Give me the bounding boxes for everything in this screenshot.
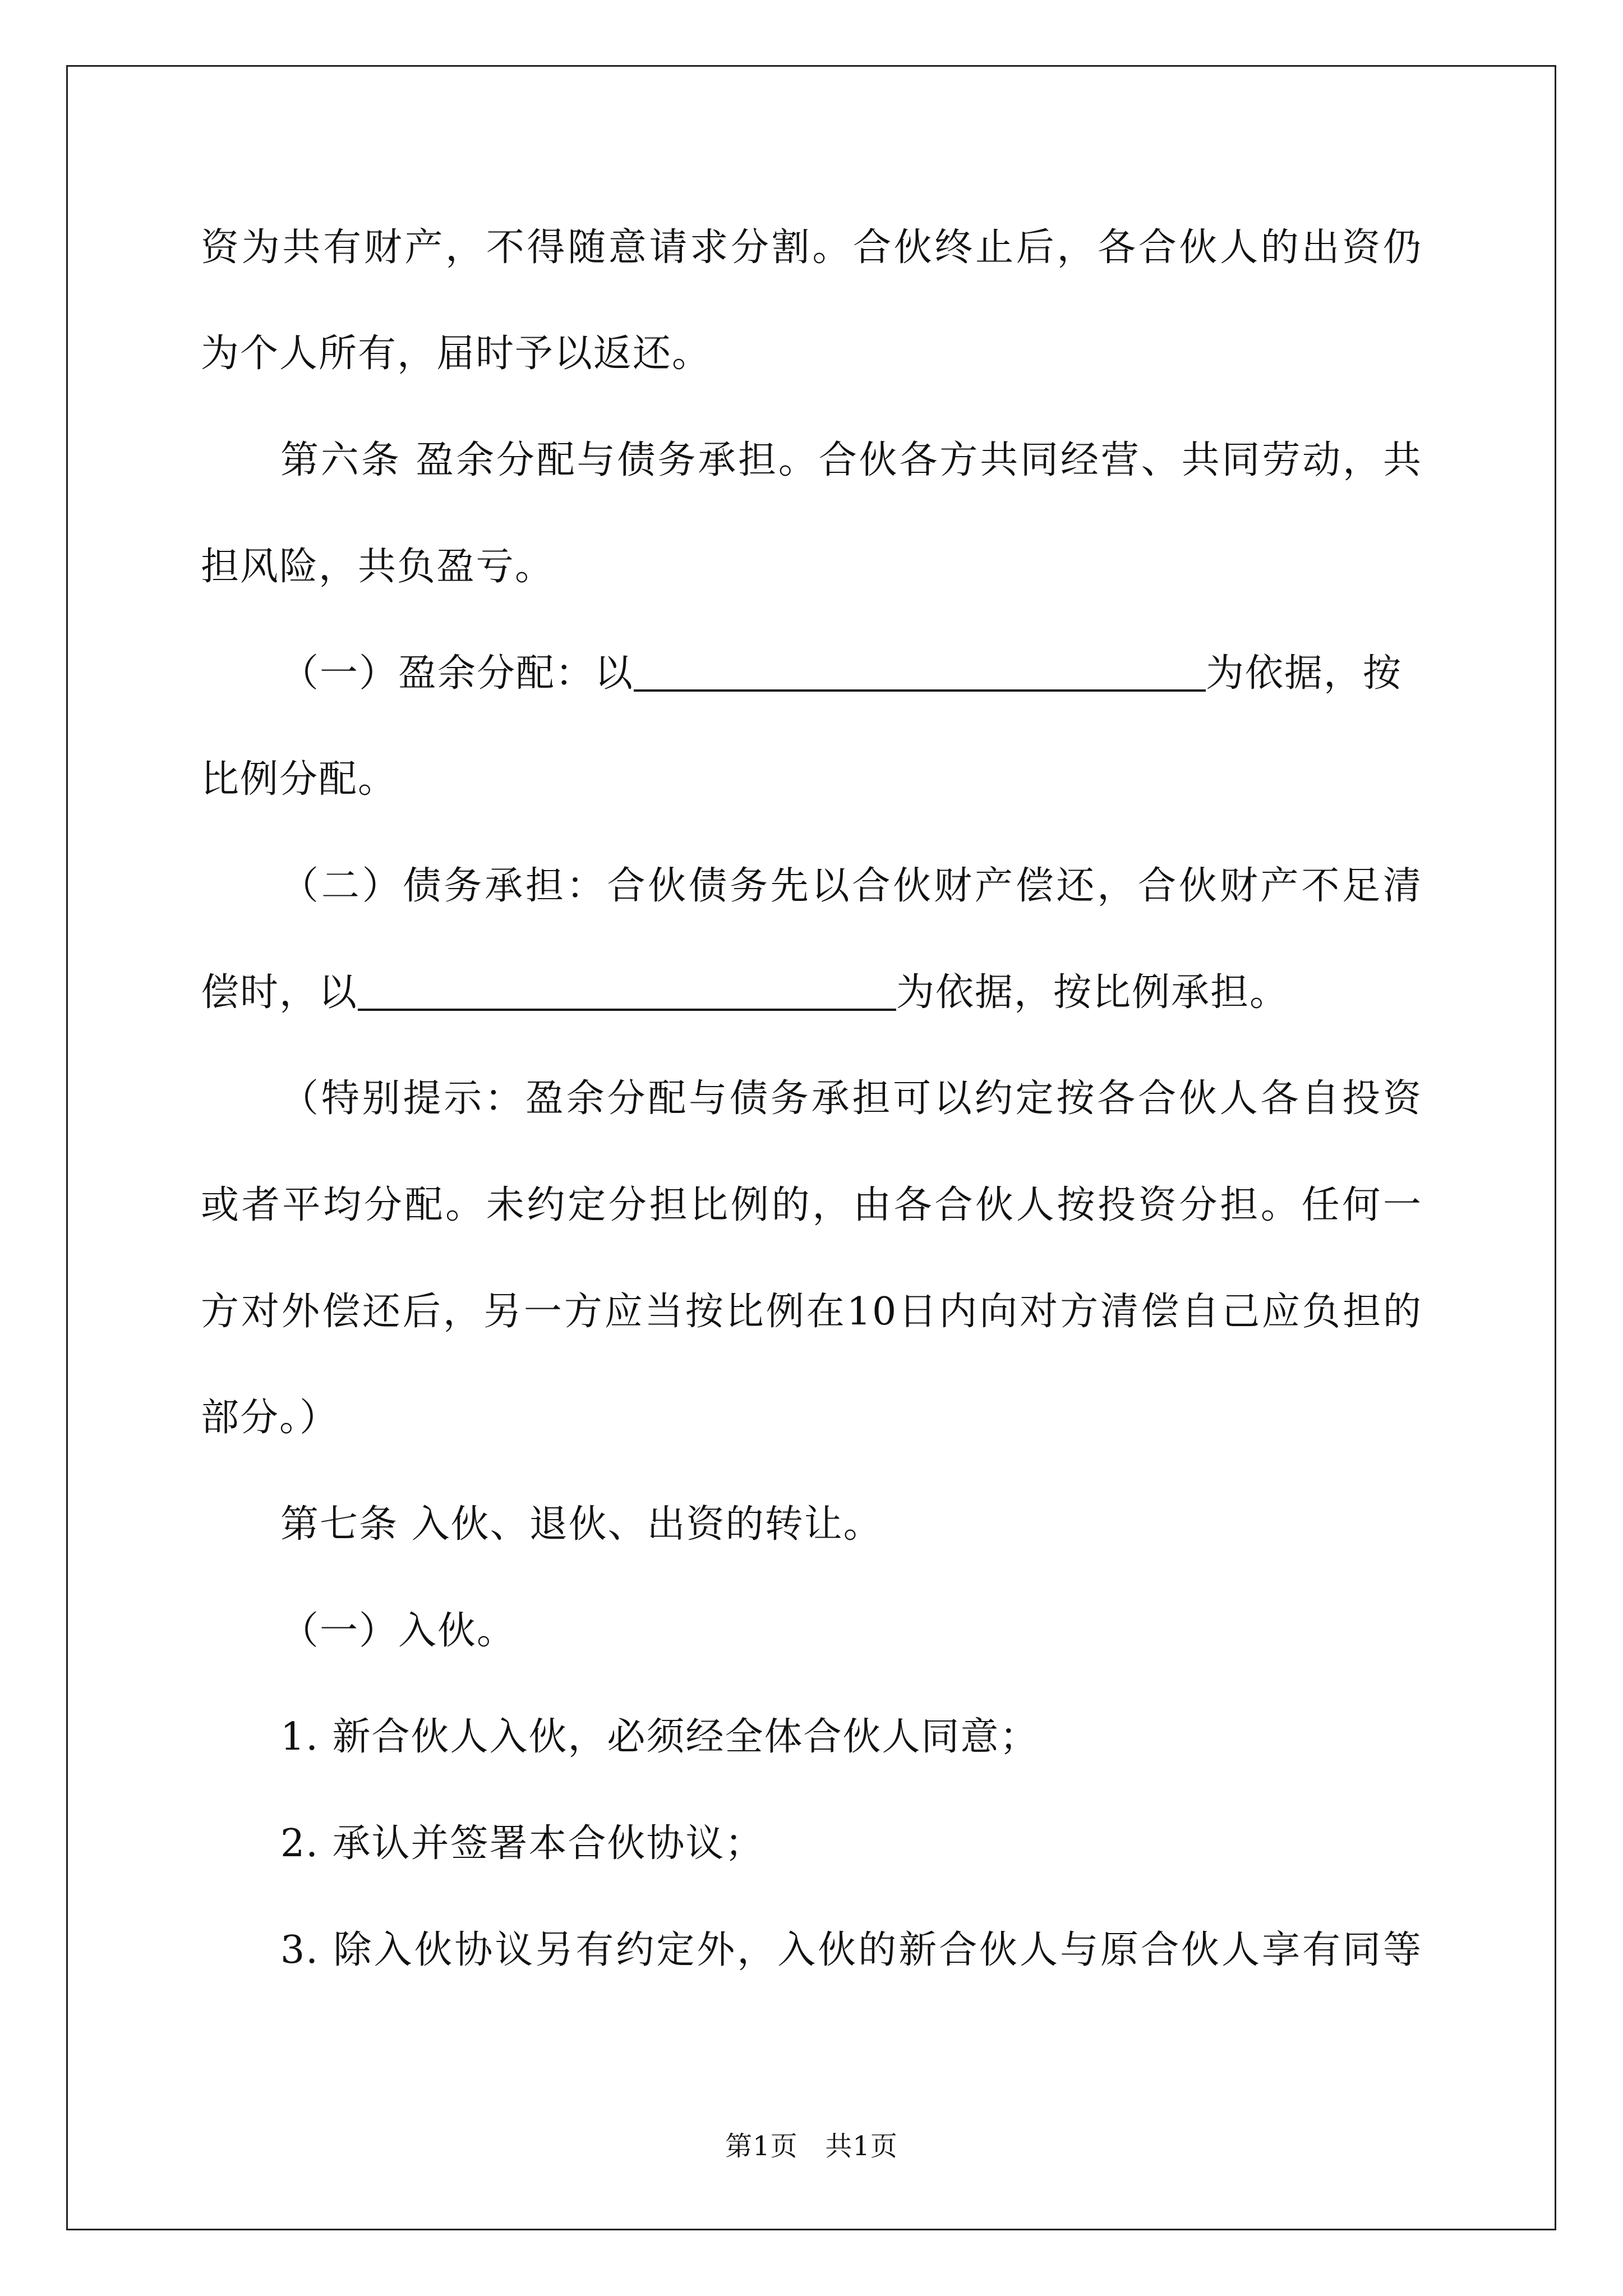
body-line-4: 担风险，共负盈亏。 [201,545,555,589]
page-border [66,65,1556,2230]
body-line-6: 比例分配。 [201,757,398,802]
body-line-2: 为个人所有，届时予以返还。 [201,332,712,376]
special-note-line-1: （特别提示：盈余分配与债务承担可以约定按各合伙人各自投资 [280,1076,1422,1121]
joining-item-2: 2. 承认并签署本合伙协议； [280,1821,764,1866]
page-number: 第1页 [725,2131,798,2162]
debt-clause-label: 偿时，以 [201,970,358,1015]
page-total: 共1页 [825,2131,898,2162]
joining-heading: （一）入伙。 [280,1609,517,1653]
body-line-1: 资为共有财产，不得随意请求分割。合伙终止后，各合伙人的出资仍 [201,226,1422,270]
profit-distribution-suffix: 为依据，按 [1206,651,1403,696]
special-note-line-2: 或者平均分配。未约定分担比例的，由各合伙人按投资分担。任何一 [201,1183,1422,1227]
debt-clause-suffix: 为依据，按比例承担。 [896,970,1289,1015]
page-footer [0,2124,1623,2163]
profit-basis-blank[interactable] [634,655,1206,692]
profit-distribution-clause [280,651,1422,696]
debt-basis-blank[interactable] [358,974,896,1011]
debt-clause-line-2 [201,970,1289,1015]
joining-item-3: 3. 除入伙协议另有约定外，入伙的新合伙人与原合伙人享有同等 [280,1928,1422,1972]
article-6-heading: 第六条 盈余分配与债务承担。合伙各方共同经营、共同劳动，共 [280,438,1422,482]
profit-distribution-label: （一）盈余分配：以 [280,651,634,696]
special-note-line-4: 部分。） [201,1396,339,1440]
article-7-heading: 第七条 入伙、退伙、出资的转让。 [280,1502,883,1547]
debt-clause-line-1: （二）债务承担：合伙债务先以合伙财产偿还，合伙财产不足清 [280,864,1422,908]
special-note-line-3: 方对外偿还后，另一方应当按比例在10日内向对方清偿自己应负担的 [201,1290,1422,1334]
joining-item-1: 1. 新合伙人入伙，必须经全体合伙人同意； [280,1715,1039,1759]
